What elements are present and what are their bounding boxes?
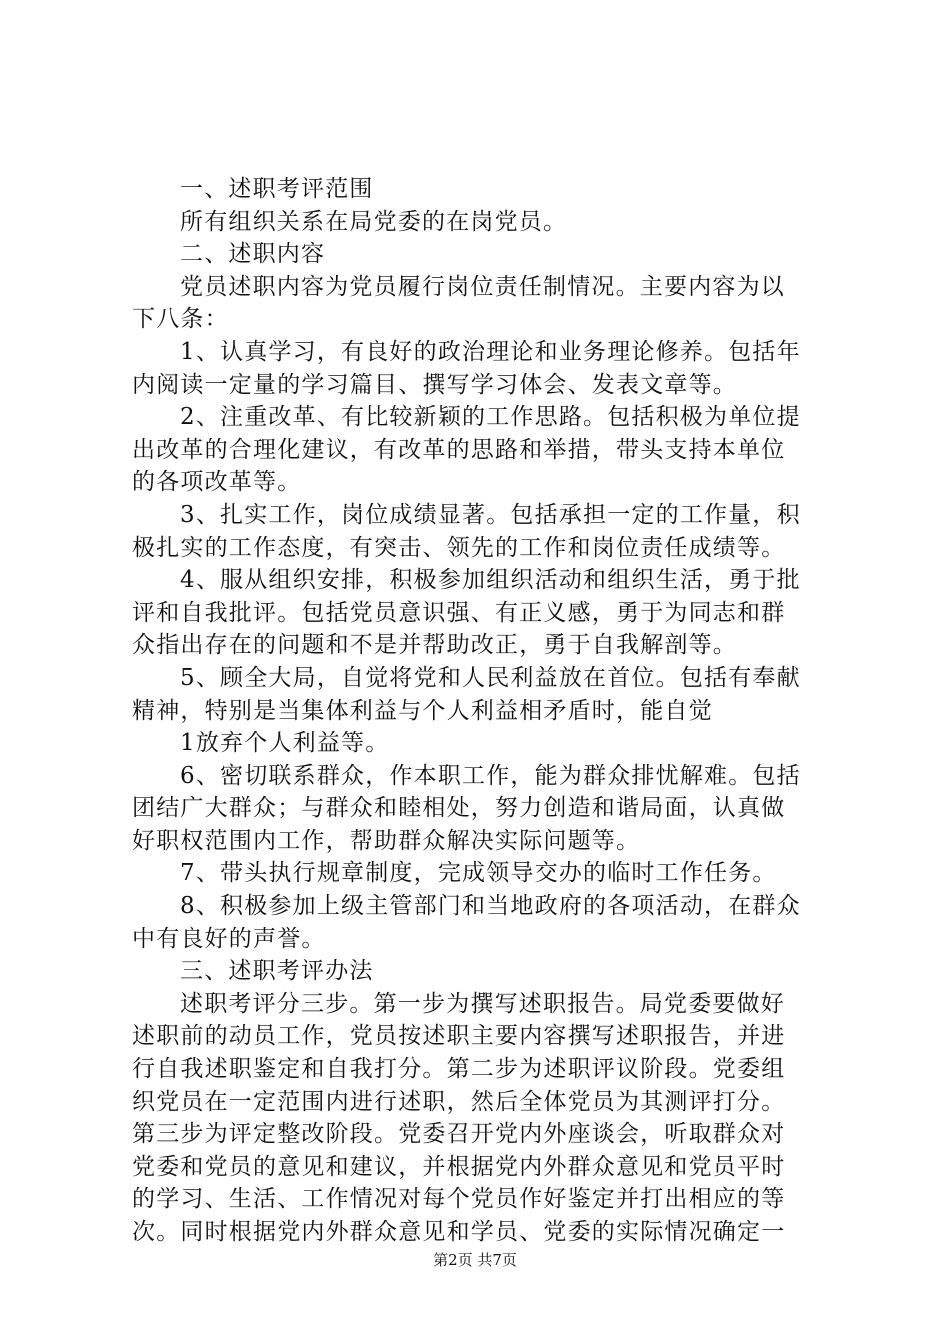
text-line: 2、注重改革、有比较新颖的工作思路。包括积极为单位提 [180,404,801,431]
text-line: 众指出存在的问题和不是并帮助改正，勇于自我解剖等。 [132,632,737,659]
page-footer [0,1250,950,1270]
text-line: 述职前的动员工作，党员按述职主要内容撰写述职报告，并进 [132,1023,786,1050]
text-line: 第三步为评定整改阶段。党委召开党内外座谈会，听取群众对 [132,1121,786,1148]
text-line: 1、认真学习，有良好的政治理论和业务理论修养。包括年 [180,338,801,365]
text-line: 党委和党员的意见和建议，并根据党内外群众意见和党员平时 [132,1153,786,1180]
text-line: 内阅读一定量的学习篇目、撰写学习体会、发表文章等。 [132,371,737,398]
text-line: 好职权范围内工作，帮助群众解决实际问题等。 [132,827,641,854]
text-line: 8、积极参加上级主管部门和当地政府的各项活动，在群众 [180,893,801,920]
text-line: 3、扎实工作，岗位成绩显著。包括承担一定的工作量，积 [180,501,801,528]
text-line: 4、服从组织安排，积极参加组织活动和组织生活，勇于批 [180,567,801,594]
text-line: 一、述职考评范围 [180,176,374,202]
text-line: 中有良好的声誉。 [132,925,326,952]
text-line: 极扎实的工作态度，有突击、领先的工作和岗位责任成绩等。 [132,534,786,561]
text-line: 5、顾全大局，自觉将党和人民利益放在首位。包括有奉献 [180,664,801,691]
text-line: 的学习、生活、工作情况对每个党员作好鉴定并打出相应的等 [132,1186,786,1213]
text-line: 述职考评分三步。第一步为撰写述职报告。局党委要做好 [180,990,785,1017]
page-number: 第2页 共7页 [433,1251,517,1269]
text-line: 7、带头执行规章制度，完成领导交办的临时工作任务。 [180,860,777,887]
document-body [132,173,832,1249]
text-line: 出改革的合理化建议，有改革的思路和举措，带头支持本单位 [132,436,786,463]
text-line: 次。同时根据党内外群众意见和学员、党委的实际情况确定一 [132,1219,786,1245]
text-line: 团结广大群众；与群众和睦相处，努力创造和谐局面，认真做 [132,795,786,822]
text-line: 下八条： [132,306,229,333]
text-line: 二、述职内容 [180,241,326,268]
text-line: 6、密切联系群众，作本职工作，能为群众排忧解难。包括 [180,762,801,789]
text-line: 评和自我批评。包括党员意识强、有正义感，勇于为同志和群 [132,599,786,626]
text-line: 1放弃个人利益等。 [180,730,390,757]
text-line: 的各项改革等。 [132,469,302,496]
text-line: 三、述职考评办法 [180,958,374,985]
text-line: 织党员在一定范围内进行述职，然后全体党员为其测评打分。 [132,1088,786,1115]
text-line: 精神，特别是当集体利益与个人利益相矛盾时，能自觉 [132,697,713,724]
text-line: 所有组织关系在局党委的在岗党员。 [180,208,568,235]
text-line: 行自我述职鉴定和自我打分。第二步为述职评议阶段。党委组 [132,1056,786,1083]
text-line: 党员述职内容为党员履行岗位责任制情况。主要内容为以 [180,273,785,300]
